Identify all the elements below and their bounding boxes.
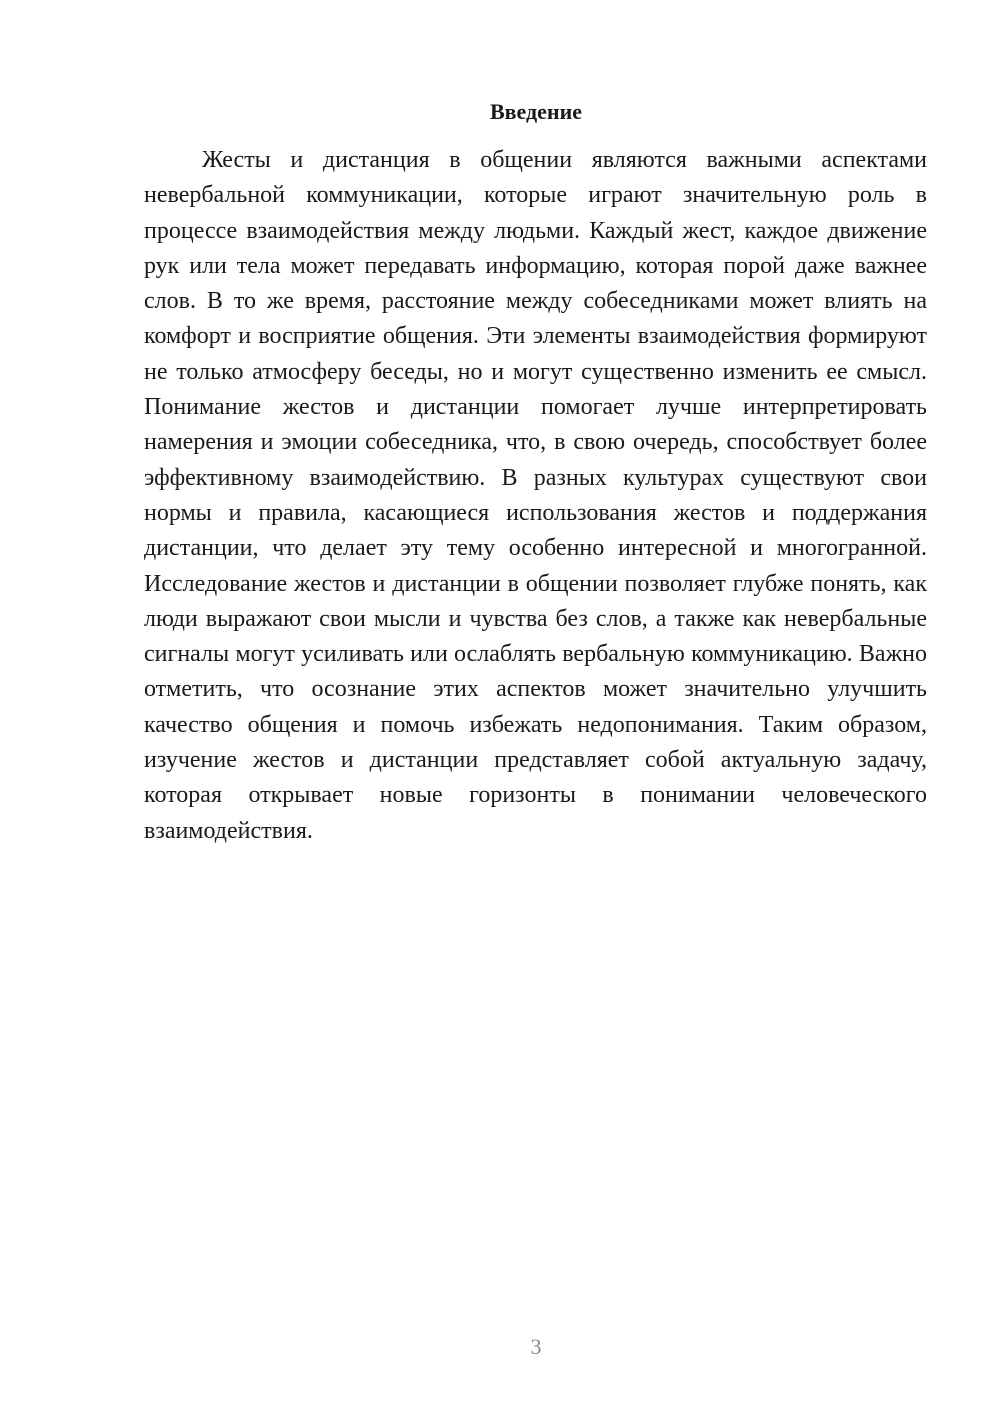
section-heading: Введение [489, 99, 583, 124]
page-number: 3 [530, 1334, 542, 1359]
body-paragraph: Жесты и дистанция в общении являются важными аспектами невербальной коммуникации, которые играют значительную роль в процессе взаимодействия между людьми. Каждый жест, каждое движение рук или тела может передавать информацию, которая порой даже важнее слов. В то же время, расстояние между собеседниками может влиять на комфорт и восприятие общения. Эти элементы взаимодействия формируют не только атмосферу беседы, но и могут существенно изменить ее смысл. Понимание жестов и дистанции помогает лучше интерпретировать намерения и эмоции собеседника, что, в свою очередь, способствует более эффективному взаимодействию. В разных культурах существуют свои нормы и правила, касающиеся использования жестов и поддержания дистанции, что делает эту тему особенно интересной и многогранной. Исследование жестов и дистанции в общении позволяет глубже понять, как люди выражают свои мысли и чувства без слов, а также как невербальные сигналы могут усиливать или ослаблять вербальную коммуникацию. Важно отметить, что осознание этих аспектов может значительно улучшить качество общения и помочь избежать недопонимания. Таким образом, изучение жестов и дистанции представляет собой актуальную задачу, которая открывает новые горизонты в понимании человеческого взаимодействия. [144, 147, 927, 844]
